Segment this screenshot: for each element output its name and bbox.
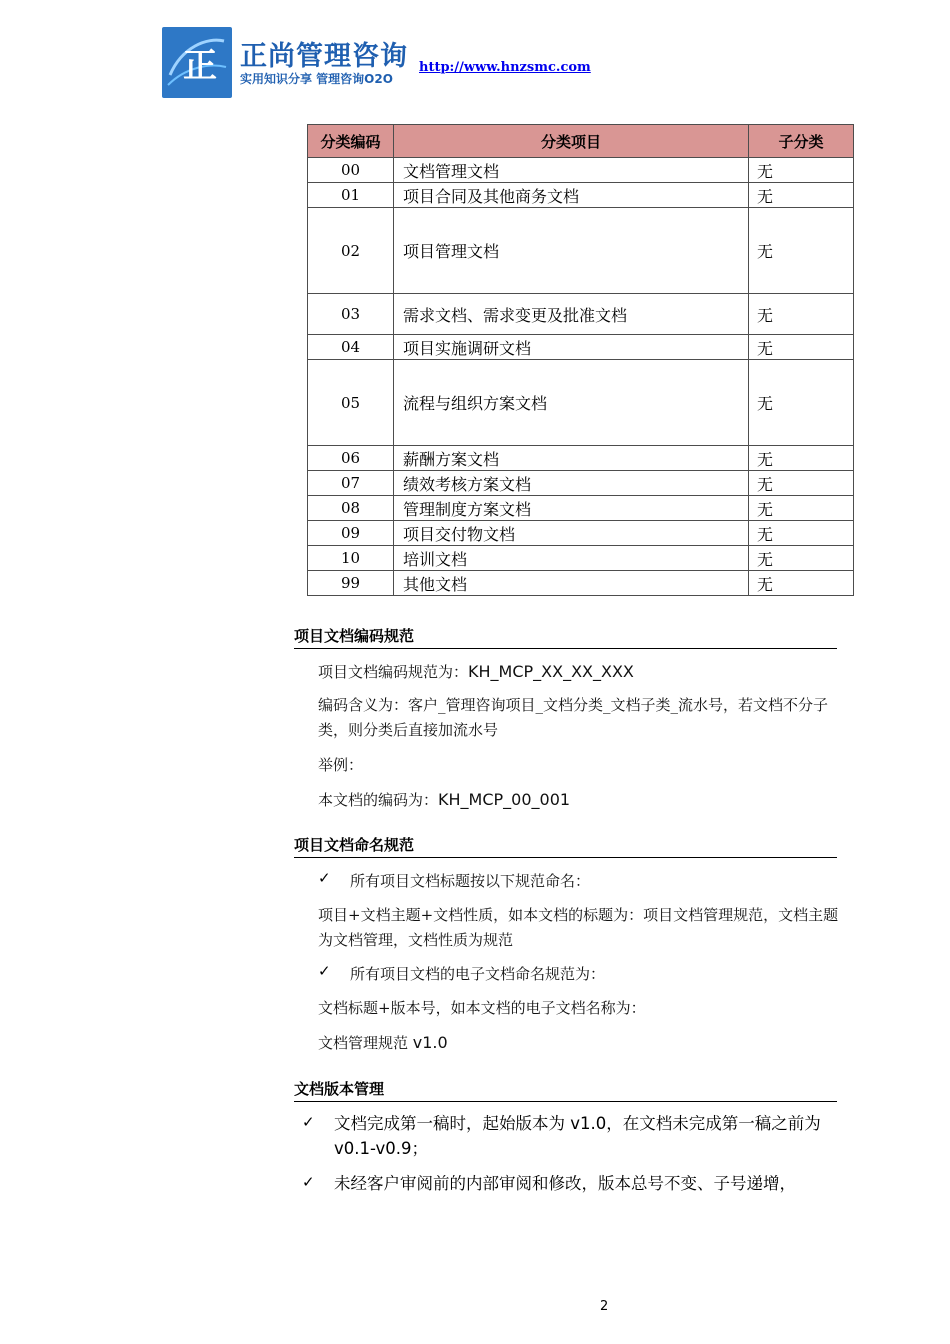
- naming-paragraph-2: 文档标题+版本号，如本文档的电子文档名称为：: [318, 999, 646, 1017]
- page-number: 2: [600, 1299, 609, 1314]
- header-code: 分类编码: [308, 125, 394, 158]
- row-code: 00: [308, 158, 394, 183]
- row-sub: 无: [749, 158, 854, 183]
- row-sub: 无: [749, 571, 854, 596]
- svg-text:正: 正: [183, 46, 217, 86]
- naming-item-1: 所有项目文档标题按以下规范命名：: [350, 872, 591, 890]
- row-sub: 无: [749, 183, 854, 208]
- row-sub: 无: [749, 360, 854, 446]
- version-bullet-1: 文档完成第一稿时，起始版本为 v1.0，在文档未完成第一稿之前为 v0.1-v0.9；: [334, 1114, 821, 1158]
- checkmark-icon: ✓: [302, 1113, 315, 1131]
- row-sub: 无: [749, 521, 854, 546]
- row-code: 03: [308, 294, 394, 335]
- row-name: 项目实施调研文档: [394, 335, 749, 360]
- company-logo: [162, 27, 232, 98]
- row-code: 05: [308, 360, 394, 446]
- table-row: [308, 446, 854, 471]
- row-sub: 无: [749, 546, 854, 571]
- naming-example: [318, 1030, 843, 1056]
- row-code: 08: [308, 496, 394, 521]
- header-sub: 子分类: [749, 125, 854, 158]
- table-header-row: [308, 125, 854, 158]
- section-heading-naming: 项目文档命名规范: [294, 834, 837, 858]
- coding-rule-line: [318, 659, 843, 685]
- table-row: [308, 496, 854, 521]
- row-sub: 无: [749, 208, 854, 294]
- naming-paragraph-1: 项目+文档主题+文档性质，如本文档的标题为：项目文档管理规范，文档主题为文档管理，文档性质为规范: [318, 906, 839, 949]
- logo-subtitle: 实用知识分享 管理咨询O2O: [240, 72, 393, 86]
- naming-item-2: 所有项目文档的电子文档命名规范为：: [350, 965, 606, 983]
- row-code: 10: [308, 546, 394, 571]
- example-label: 举例：: [318, 756, 364, 774]
- logo-title: 正尚管理咨询: [240, 41, 408, 72]
- table-row: [308, 360, 854, 446]
- section-heading-coding: 项目文档编码规范: [294, 625, 837, 649]
- row-code: 07: [308, 471, 394, 496]
- row-code: 04: [308, 335, 394, 360]
- row-name: 项目合同及其他商务文档: [394, 183, 749, 208]
- section-heading-version: 文档版本管理: [294, 1078, 837, 1102]
- row-name: 项目管理文档: [394, 208, 749, 294]
- row-code: 06: [308, 446, 394, 471]
- table-row: [308, 335, 854, 360]
- checkmark-icon: ✓: [318, 962, 331, 980]
- example-line: [318, 787, 843, 813]
- table-row: [308, 183, 854, 208]
- row-name: 流程与组织方案文档: [394, 360, 749, 446]
- row-sub: 无: [749, 496, 854, 521]
- checkmark-icon: ✓: [302, 1173, 315, 1191]
- row-name: 管理制度方案文档: [394, 496, 749, 521]
- table-row: [308, 571, 854, 596]
- naming-example-text: 文档管理规范: [318, 1034, 413, 1052]
- table-row: [308, 294, 854, 335]
- row-sub: 无: [749, 294, 854, 335]
- row-code: 99: [308, 571, 394, 596]
- row-sub: 无: [749, 471, 854, 496]
- table-row: [308, 521, 854, 546]
- row-code: 02: [308, 208, 394, 294]
- header-name: 分类项目: [394, 125, 749, 158]
- table-row: [308, 158, 854, 183]
- row-code: 09: [308, 521, 394, 546]
- row-name: 需求文档、需求变更及批准文档: [394, 294, 749, 335]
- table-row: [308, 546, 854, 571]
- table-row: [308, 208, 854, 294]
- example-code: KH_MCP_00_001: [438, 790, 571, 809]
- row-code: 01: [308, 183, 394, 208]
- row-sub: 无: [749, 446, 854, 471]
- naming-example-version: v1.0: [412, 1033, 448, 1052]
- row-name: 培训文档: [394, 546, 749, 571]
- row-sub: 无: [749, 335, 854, 360]
- row-name: 文档管理文档: [394, 158, 749, 183]
- coding-meaning-paragraph: 编码含义为：客户_管理咨询项目_文档分类_文档子类_流水号，若文档不分子类，则分类后直接加流水号: [318, 696, 829, 739]
- classification-table: [307, 124, 854, 596]
- table-row: [308, 471, 854, 496]
- checkmark-icon: ✓: [318, 869, 331, 887]
- version-bullet-2: 未经客户审阅前的内部审阅和修改，版本总号不变、子号递增，: [334, 1174, 796, 1193]
- row-name: 绩效考核方案文档: [394, 471, 749, 496]
- row-name: 其他文档: [394, 571, 749, 596]
- coding-rule-label: 项目文档编码规范为：: [318, 663, 469, 681]
- row-name: 项目交付物文档: [394, 521, 749, 546]
- coding-rule-code: KH_MCP_XX_XX_XXX: [468, 662, 634, 681]
- website-link[interactable]: http://www.hnzsmc.com: [419, 60, 591, 75]
- logo-mark-icon: [162, 27, 232, 98]
- example-label-text: 本文档的编码为：: [318, 791, 439, 809]
- row-name: 薪酬方案文档: [394, 446, 749, 471]
